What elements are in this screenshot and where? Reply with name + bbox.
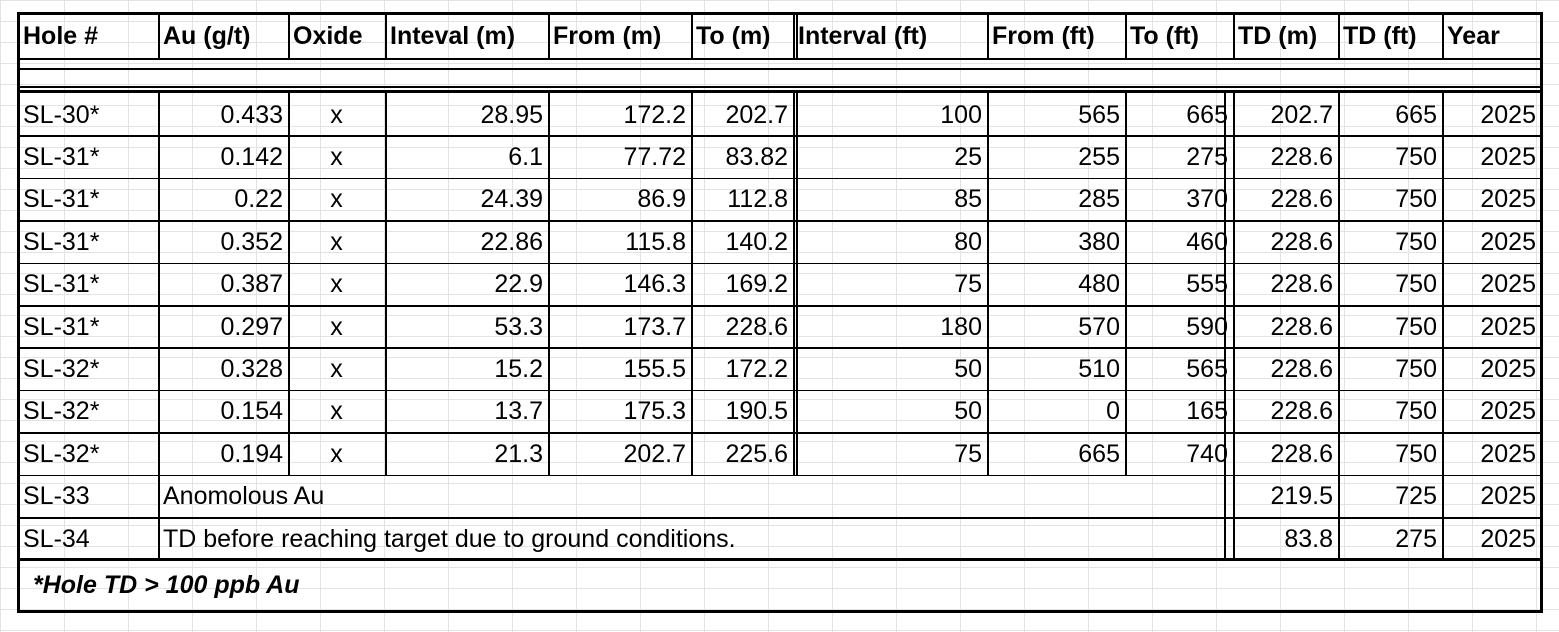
column-header-au-gt: Au (g/t) [163, 22, 251, 50]
table-cell-oxide: x [330, 312, 343, 341]
table-cell-from-ft: 510 [1078, 355, 1120, 384]
table-cell-from-ft: 570 [1078, 312, 1120, 341]
table-cell-td-ft: 665 [1395, 100, 1437, 129]
table-cell-year: 2025 [1480, 143, 1536, 172]
table-cell-hole: SL-31* [23, 227, 100, 256]
table-cell-to-m: 83.82 [725, 143, 788, 172]
table-cell-to-m: 112.8 [727, 185, 788, 214]
table-cell-interval-ft: 100 [940, 100, 982, 129]
grid-line [18, 68, 1541, 70]
table-cell-au-gt: 0.297 [220, 312, 283, 341]
table-cell-td-ft: 750 [1395, 355, 1437, 384]
column-header-to-m: To (m) [696, 22, 771, 50]
table-cell-interval-m: 24.39 [480, 185, 543, 214]
table-cell-to-ft: 555 [1186, 270, 1228, 299]
table-cell-hole: SL-31* [23, 312, 100, 341]
table-cell-to-m: 190.5 [725, 397, 788, 426]
table-cell-td-ft: 750 [1395, 397, 1437, 426]
table-cell-td-m: 219.5 [1270, 482, 1333, 511]
table-cell-interval-ft: 25 [954, 143, 982, 172]
column-header-from-ft: From (ft) [992, 22, 1095, 50]
table-cell-td-m: 228.6 [1270, 143, 1333, 172]
table-cell-hole: SL-31* [23, 270, 100, 299]
table-cell-td-m: 202.7 [1270, 100, 1333, 129]
column-header-year: Year [1447, 22, 1500, 50]
column-header-td-ft: TD (ft) [1343, 22, 1417, 50]
table-cell-to-m: 228.6 [725, 312, 788, 341]
table-cell-interval-ft: 180 [940, 312, 982, 341]
table-cell-hole: SL-32* [23, 355, 100, 384]
table-cell-oxide: x [330, 100, 343, 129]
table-cell-td-m: 228.6 [1270, 312, 1333, 341]
table-cell-interval-ft: 50 [954, 397, 982, 426]
table-cell-td-m: 228.6 [1270, 355, 1333, 384]
table-cell-to-m: 225.6 [725, 439, 788, 468]
table-cell-td-m: 228.6 [1270, 270, 1333, 299]
table-cell-td-m: 228.6 [1270, 439, 1333, 468]
table-cell-to-ft: 740 [1186, 439, 1228, 468]
table-cell-oxide: x [330, 227, 343, 256]
table-cell-hole: SL-31* [23, 143, 100, 172]
table-cell-td-ft: 750 [1395, 143, 1437, 172]
table-cell-from-m: 173.7 [623, 312, 686, 341]
table-cell-year: 2025 [1480, 524, 1536, 553]
table-cell-from-m: 202.7 [623, 439, 686, 468]
table-cell-interval-m: 22.86 [480, 227, 543, 256]
table-cell-td-m: 83.8 [1284, 524, 1333, 553]
table-cell-td-ft: 750 [1395, 227, 1437, 256]
table-cell-interval-m: 6.1 [508, 143, 543, 172]
column-header-from-m: From (m) [553, 22, 662, 50]
table-cell-interval-m: 28.95 [480, 100, 543, 129]
table-cell-oxide: x [330, 143, 343, 172]
table-cell-note: Anomolous Au [163, 482, 325, 511]
table-cell-year: 2025 [1480, 397, 1536, 426]
table-cell-from-m: 86.9 [637, 185, 686, 214]
table-cell-td-ft: 750 [1395, 270, 1437, 299]
table-cell-interval-m: 21.3 [494, 439, 543, 468]
table-cell-to-ft: 165 [1186, 397, 1228, 426]
table-cell-oxide: x [330, 355, 343, 384]
table-cell-interval-m: 53.3 [494, 312, 543, 341]
table-cell-au-gt: 0.433 [220, 100, 283, 129]
table-cell-interval-m: 22.9 [494, 270, 543, 299]
table-cell-td-m: 228.6 [1270, 397, 1333, 426]
table-cell-year: 2025 [1480, 227, 1536, 256]
table-cell-from-m: 77.72 [623, 143, 686, 172]
grid-line [18, 86, 1541, 88]
table-cell-to-ft: 590 [1186, 312, 1228, 341]
table-cell-from-m: 175.3 [623, 397, 686, 426]
table-cell-td-ft: 750 [1395, 312, 1437, 341]
table-cell-au-gt: 0.387 [220, 270, 283, 299]
table-cell-from-ft: 665 [1078, 439, 1120, 468]
table-cell-interval-m: 13.7 [494, 397, 543, 426]
table-cell-interval-ft: 80 [954, 227, 982, 256]
column-header-oxide: Oxide [293, 22, 363, 50]
table-cell-to-m: 140.2 [725, 227, 788, 256]
table-cell-from-m: 155.5 [623, 355, 686, 384]
table-cell-to-ft: 460 [1186, 227, 1228, 256]
table-cell-note: TD before reaching target due to ground conditions. [163, 524, 736, 553]
table-cell-year: 2025 [1480, 312, 1536, 341]
table-cell-year: 2025 [1480, 185, 1536, 214]
table-cell-to-m: 172.2 [725, 355, 788, 384]
table-cell-from-m: 146.3 [623, 270, 686, 299]
table-cell-interval-ft: 75 [954, 439, 982, 468]
footnote: *Hole TD > 100 ppb Au [33, 571, 300, 600]
table-cell-year: 2025 [1480, 439, 1536, 468]
table-cell-td-m: 228.6 [1270, 227, 1333, 256]
table-cell-hole: SL-30* [23, 100, 100, 129]
table-cell-hole: SL-31* [23, 185, 100, 214]
table-cell-to-ft: 665 [1186, 100, 1228, 129]
table-cell-interval-m: 15.2 [494, 355, 543, 384]
table-cell-interval-ft: 85 [954, 185, 982, 214]
table-cell-from-m: 115.8 [625, 227, 686, 256]
table-cell-au-gt: 0.142 [220, 143, 283, 172]
grid-line [18, 610, 1541, 613]
table-cell-oxide: x [330, 397, 343, 426]
table-cell-from-ft: 285 [1078, 185, 1120, 214]
table-cell-hole: SL-32* [23, 439, 100, 468]
table-cell-to-ft: 275 [1186, 143, 1228, 172]
table-cell-to-ft: 370 [1186, 185, 1228, 214]
table-cell-hole: SL-34 [23, 524, 90, 553]
table-cell-au-gt: 0.22 [234, 185, 283, 214]
table-cell-year: 2025 [1480, 355, 1536, 384]
table-cell-from-ft: 255 [1078, 143, 1120, 172]
table-cell-to-m: 169.2 [725, 270, 788, 299]
table-cell-to-ft: 565 [1186, 355, 1228, 384]
table-cell-td-ft: 275 [1395, 524, 1437, 553]
table-cell-to-m: 202.7 [725, 100, 788, 129]
table-cell-oxide: x [330, 270, 343, 299]
table-cell-au-gt: 0.194 [220, 439, 283, 468]
table-cell-from-ft: 0 [1106, 397, 1120, 426]
table-cell-au-gt: 0.154 [220, 397, 283, 426]
table-cell-from-m: 172.2 [623, 100, 686, 129]
table-cell-td-ft: 750 [1395, 439, 1437, 468]
grid-line [18, 90, 1541, 93]
table-cell-td-m: 228.6 [1270, 185, 1333, 214]
column-header-interval-m: Inteval (m) [390, 22, 516, 50]
table-cell-from-ft: 380 [1078, 227, 1120, 256]
table-cell-year: 2025 [1480, 482, 1536, 511]
column-header-td-m: TD (m) [1238, 22, 1318, 50]
table-cell-oxide: x [330, 439, 343, 468]
column-header-to-ft: To (ft) [1130, 22, 1199, 50]
table-cell-year: 2025 [1480, 270, 1536, 299]
table-cell-hole: SL-33 [23, 482, 90, 511]
table-cell-year: 2025 [1480, 100, 1536, 129]
table-cell-au-gt: 0.352 [220, 227, 283, 256]
table-cell-td-ft: 725 [1395, 482, 1437, 511]
table-cell-oxide: x [330, 185, 343, 214]
table-cell-interval-ft: 50 [954, 355, 982, 384]
table-cell-au-gt: 0.328 [220, 355, 283, 384]
table-cell-from-ft: 565 [1078, 100, 1120, 129]
column-header-hole: Hole # [23, 22, 99, 50]
column-header-interval-ft: Interval (ft) [798, 22, 928, 50]
table-cell-td-ft: 750 [1395, 185, 1437, 214]
table-cell-from-ft: 480 [1078, 270, 1120, 299]
table-cell-interval-ft: 75 [954, 270, 982, 299]
table-cell-hole: SL-32* [23, 397, 100, 426]
